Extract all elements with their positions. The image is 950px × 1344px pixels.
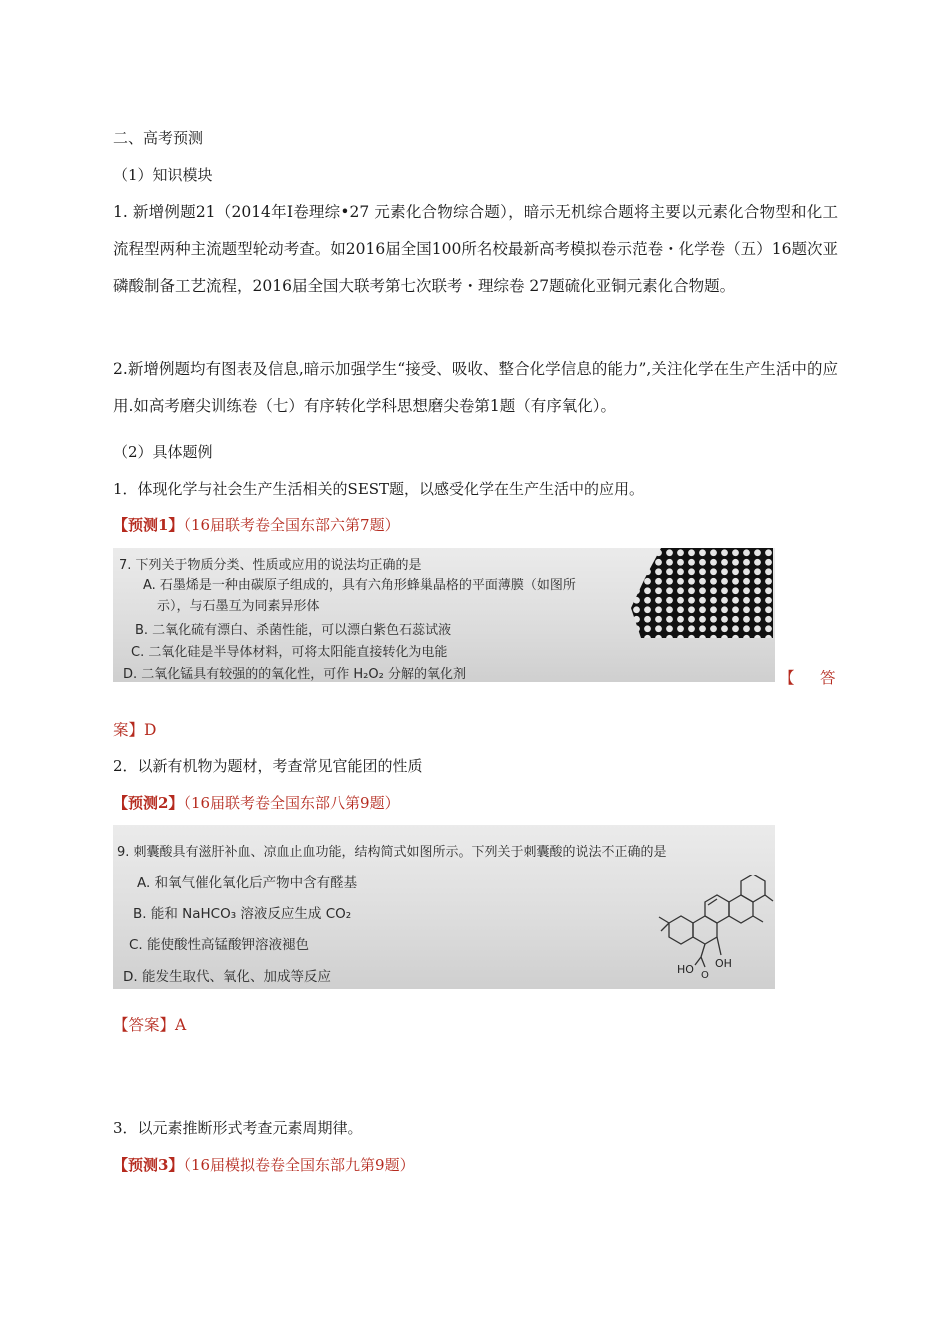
graphene-lattice-image	[631, 548, 773, 638]
q7-option-a-line2: 示），与石墨互为同素异形体	[157, 599, 320, 614]
item-2-heading: 2．以新有机物为题材，考查常见官能团的性质	[113, 757, 423, 775]
answer-1-bracket: 【	[779, 669, 795, 687]
q7-option-a-line1: A. 石墨烯是一种由碳原子组成的，具有六角形蜂巢晶格的平面薄膜（如图所	[143, 578, 576, 593]
section-title: 二、高考预测	[113, 129, 204, 147]
q9-stem: 9. 刺囊酸具有滋肝补血、凉血止血功能，结构简式如图所示。下列关于刺囊酸的说法不正确的是	[117, 845, 667, 860]
subsection-knowledge: （1）知识模块	[113, 166, 213, 184]
prediction-2-tag: 【预测2】	[113, 794, 184, 812]
prediction-3-source: （16届模拟卷卷全国东部九第9题）	[183, 1156, 415, 1174]
q9-option-c: C. 能使酸性高锰酸钾溶液褪色	[129, 937, 310, 953]
answer-2: 【答案】A	[113, 1016, 187, 1034]
prediction-3-label	[113, 1154, 415, 1175]
q7-option-b: B. 二氧化硫有漂白、杀菌性能，可以漂白紫色石蕊试液	[135, 623, 452, 638]
paragraph-2: 2.新增例题均有图表及信息,暗示加强学生“接受、吸收、整合化学信息的能力”,关注化学在生产生活中的应用.如高考磨尖训练卷（七）有序转化学科思想磨尖卷第1题（有序氧化）。	[113, 360, 838, 415]
q9-option-a: A. 和氧气催化氧化后产物中含有醛基	[137, 875, 358, 891]
question-9-photo	[113, 825, 775, 989]
structure-label-oh: OH	[715, 957, 732, 970]
q9-option-b: B. 能和 NaHCO₃ 溶液反应生成 CO₂	[133, 906, 352, 922]
q9-option-d: D. 能发生取代、氧化、加成等反应	[123, 969, 331, 985]
answer-1-rest: 案】D	[113, 721, 157, 739]
q7-stem: 7. 下列关于物质分类、性质或应用的说法均正确的是	[119, 558, 422, 573]
q7-option-d: D. 二氧化锰具有较强的的氧化性，可作 H₂O₂ 分解的氧化剂	[123, 667, 466, 682]
prediction-2-source: （16届联考卷全国东部八第9题）	[183, 794, 400, 812]
prediction-3-tag: 【预测3】	[113, 1156, 184, 1174]
item-1-heading: 1．体现化学与社会生产生活相关的SEST题，以感受化学在生产生活中的应用。	[113, 480, 645, 498]
structure-label-ho: HO	[677, 963, 694, 976]
prediction-1-source: （16届联考卷全国东部六第7题）	[183, 516, 400, 534]
subsection-examples: （2）具体题例	[113, 443, 213, 461]
prediction-2-label	[113, 792, 400, 813]
prediction-1-tag: 【预测1】	[113, 516, 184, 534]
structure-formula-image	[651, 875, 775, 979]
paragraph-1: 1. 新增例题21（2014年Ⅰ卷理综•27 元素化合物综合题），暗示无机综合题将主要以元素化合物型和化工流程型两种主流题型轮动考查。如2016届全国100所名校最新高考模拟卷示范卷・化学卷（五）16题次亚磷酸制备工艺流程，2016届全国大联考第七次联考・理综卷 27题硫化亚铜元素化合物题。	[113, 203, 838, 295]
prediction-1-label	[113, 514, 400, 535]
structure-label-o: O	[701, 970, 709, 979]
answer-1-char: 答	[820, 669, 836, 687]
item-3-heading: 3．以元素推断形式考查元素周期律。	[113, 1119, 363, 1137]
q7-option-c: C. 二氧化硅是半导体材料，可将太阳能直接转化为电能	[131, 645, 448, 660]
question-7-photo	[113, 548, 775, 682]
